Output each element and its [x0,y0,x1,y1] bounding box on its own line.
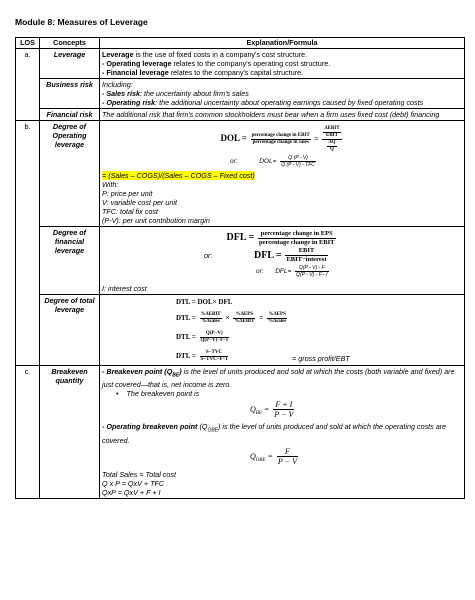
leverage-term: Leverage [102,50,134,59]
header-los: LOS [16,38,40,49]
dtl-e3n: Q(P−V) [200,331,229,338]
explanation-dol [100,121,465,227]
dtl-e2-times: × [225,314,230,322]
header-explanation: Explanation/Formula [100,38,465,49]
page-title: Module 8: Measures of Leverage [15,17,148,27]
dol-ratio-num [322,126,341,140]
concept-dol: Degree of Operating leverage [40,121,100,227]
dfl-formula-1 [102,228,462,247]
breakeven-bullet-text: The breakeven point is [126,389,200,399]
concept-financial-risk: Financial risk [40,109,100,121]
explanation-financial-risk: The additional risk that firm's common stockholders must bear when a firm uses fixed cost (debt) financing [100,109,465,121]
dtl-e2-frac2 [233,312,255,325]
concept-leverage: Leverage [40,49,100,79]
dfl-fraction-3 [295,265,328,278]
obe-def: ) is the level of units produced and sold at which the operating costs are covered. [102,422,447,445]
concept-dfl: Degree of financial leverage [40,227,100,295]
dol-or: or: [230,158,238,166]
operating-leverage-term: - Operating leverage [102,59,172,68]
dtl-e2n2: %ΔEPS [233,312,255,319]
row-dol [16,121,465,227]
breakeven-def: is the level of units produced and sold at which the costs (both variable and fixed) are just covered—that is, net income is zero. [102,367,455,390]
leverage-table [15,37,465,499]
dol-ratio-den [322,140,341,153]
obe-open: (Q [197,422,208,432]
obe-sub: OBE [207,427,218,434]
financial-leverage-def: relates to the company's capital structure. [168,68,304,77]
breakeven-term-close: ) [179,367,182,376]
los-a: a. [16,49,40,121]
sales-risk-term: - Sales risk [102,89,140,98]
financial-leverage-term: - Financial leverage [102,68,169,77]
dtl-e4n: S−TVC [200,350,229,357]
leverage-def: is the use of fixed costs in a company's cost structure. [133,50,308,59]
explanation-dtl [100,295,465,366]
dol-eq: = [314,135,319,144]
obe-definition [102,422,462,444]
dtl-e2-frac1 [200,312,222,325]
dtl-e4-rhs: = gross profit/EBT [292,354,350,363]
dfl-den: percentage change in EBIT [258,239,335,246]
dfl-formula-3 [102,264,462,278]
dtl-e4-lhs: DTL = [176,352,196,360]
dol-tfc: TFC: total fix cost [102,207,158,216]
sales-eq-1: Total Sales = Total cost [102,469,176,479]
dfl-f2n: EBIT [285,247,327,256]
dtl-formula-1: DTL = DOL× DFL [176,298,233,306]
dol-with: With: [102,180,119,189]
dol-rd2: Q [330,147,334,152]
concept-dtl: Degree of total leverage [40,295,100,366]
qbe-formula [102,398,462,419]
dol-p: P: price per unit [102,189,153,198]
qbe-eq: = [261,405,272,415]
los-b: b. [16,121,40,366]
dol-lhs: DOL = [220,133,247,144]
dfl-fraction [258,230,336,247]
qbe-lhs: Q [250,405,256,415]
explanation-breakeven [100,366,465,499]
qobe-num: F [277,447,298,457]
breakeven-bullet-row [102,389,462,398]
explanation-dfl [100,227,465,295]
dfl-lhs3: DFL= [275,268,292,276]
bullet-icon: • [116,389,119,399]
dfl-num: percentage change in EPS [258,230,336,239]
dol-ratio [322,126,341,153]
dtl-e3d: Q(P−V)−F−I [200,338,228,343]
row-breakeven [16,366,465,499]
dtl-e2d2: %ΔEBIT [234,319,255,324]
operating-risk-term: - Operating risk [102,98,156,107]
dol-formula-2 [102,153,462,168]
dtl-formula-2 [102,307,462,325]
dtl-e2-eq: = [259,314,264,322]
qbe-den: P − V [274,410,294,420]
qbe-fraction [273,400,294,419]
dtl-e4-frac [200,350,229,363]
dfl-formula-2 [102,247,462,264]
dfl-f3n: Q(P - V) - F [295,265,328,272]
qobe-fraction [277,447,298,466]
header-row [16,38,465,49]
row-business-risk [16,79,465,109]
dfl-lhs2: DFL = [253,250,282,261]
sales-risk-def: : the uncertainty about firm's sales [139,89,249,98]
dol-num: percentage change in EBIT [251,133,310,138]
dtl-e2d3: %Δsales [268,319,287,324]
qobe-den: P − V [277,456,297,466]
dol-highlight: = (Sales – COGS)/(Sales – COGS – Fixed cost) [102,171,255,180]
qbe-num: F + I [273,400,294,410]
dtl-e2n1: %ΔEBIT [200,312,221,317]
row-dfl [16,227,465,295]
row-dtl [16,295,465,366]
business-including: Including: [102,80,133,89]
concept-breakeven: Breakeven quantity [40,366,100,499]
qbe-sub: BE [255,411,262,417]
dtl-e3-frac [200,331,229,344]
dol-rn2: EBIT [326,133,338,138]
dtl-formula-4 [102,344,462,364]
dfl-f3d: Q(P - V) - F - I [296,272,328,278]
dol-fraction-2 [280,155,316,168]
operating-leverage-def: relates to the company's operating cost structure. [171,59,331,68]
dol-pv: (P-V): per unit contribution margin [102,216,210,225]
obe-term: - Operating breakeven point [102,422,198,432]
dtl-formula-3 [102,325,462,344]
dtl-e2d1: %Δsales [201,319,220,324]
row-financial-risk [16,109,465,121]
los-c: c. [16,366,40,499]
dfl-lhs: DFL = [226,232,255,244]
dfl-or: or: [204,251,213,260]
sales-eq-3: QxP = QxV + F + I [102,487,161,497]
dtl-e4d: S−TVC−F−I [200,357,228,362]
row-leverage [16,49,465,79]
dol-den: percentage change in sales [252,140,309,145]
breakeven-definition [102,367,462,389]
dol-v: V: variable cost per unit [102,198,177,207]
dfl-f2d: EBIT−interest [286,256,327,263]
dol-f2d: Q (P - V) - TFC [281,162,315,168]
qobe-sub: OBE [255,457,266,463]
breakeven-sub: BE [172,372,180,379]
qobe-eq: = [265,451,275,461]
dtl-e3-lhs: DTL = [176,333,196,341]
dol-lhs2: DOL= [259,158,277,166]
dtl-e2-frac3 [267,312,287,325]
dol-rd1: ΔQ [328,140,336,145]
explanation-leverage [100,49,465,79]
dfl-note: I: interest cost [102,284,147,293]
dol-rn1: ΔEBIT [324,126,340,131]
dfl-fraction-2 [285,247,327,264]
dol-f2n: Q (P - V) [280,155,316,162]
qobe-formula [102,445,462,466]
explanation-business-risk [100,79,465,109]
concept-business-risk: Business risk [40,79,100,109]
breakeven-term: - Breakeven point (Q [102,367,173,376]
dol-fraction [251,133,311,146]
dol-formula-1 [102,122,462,153]
header-concepts: Concepts [40,38,100,49]
operating-risk-def: : the additional uncertainty about operating earnings caused by fixed operating costs [155,98,424,107]
dfl-or2: or: [256,268,264,276]
dtl-e2-lhs: DTL = [176,314,196,322]
sales-eq-2: Q x P = QxV + TFC [102,478,165,488]
dtl-e2n3: %ΔEPS [268,312,286,317]
qobe-lhs: Q [250,451,256,461]
